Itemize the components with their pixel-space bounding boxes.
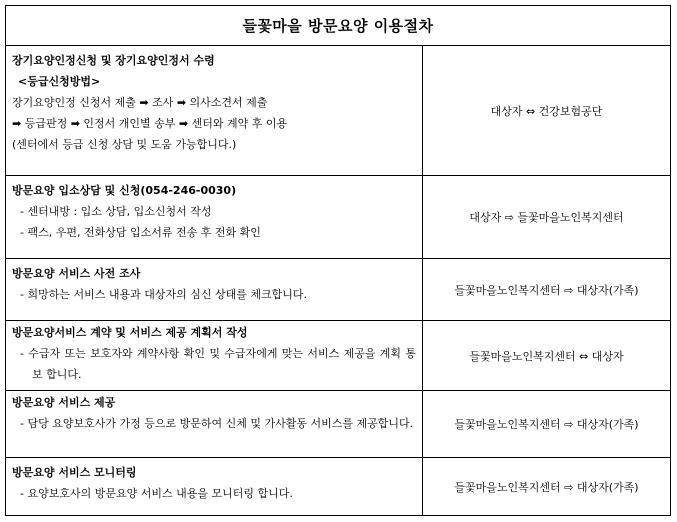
step-description — [6, 321, 423, 390]
step-line: - 담당 요양보호사가 가정 등으로 방문하여 신체 및 가사활동 서비스를 제공합니다. — [20, 417, 414, 430]
procedure-table — [5, 5, 671, 516]
table-row — [6, 458, 670, 515]
table-row — [6, 321, 670, 391]
step-direction: 대상자 ⇨ 들꽃마을노인복지센터 — [469, 211, 624, 224]
page-title: 들꽃마을 방문요양 이용절차 — [242, 17, 434, 35]
table-row — [6, 259, 670, 321]
step-heading: 방문요양 서비스 사전 조사 — [12, 267, 141, 280]
step-line: 장기요양인정 신청서 제출 ➡ 조사 ➡ 의사소견서 제출 — [12, 96, 268, 109]
step-line: ➡ 등급판정 ➡ 인정서 개인별 송부 ➡ 센터와 계약 후 이용 — [12, 117, 288, 130]
table-row — [6, 391, 670, 458]
step-description — [6, 458, 423, 515]
step-direction: 대상자 ⇔ 건강보험공단 — [490, 104, 603, 118]
title-row — [6, 6, 670, 46]
step-heading: 장기요양인정신청 및 장기요양인정서 수령 — [12, 54, 215, 67]
step-subheading: <등급신청방법> — [18, 75, 101, 88]
step-description — [6, 259, 423, 320]
step-direction: 들꽃마을노인복지센터 ⇨ 대상자(가족) — [454, 418, 639, 431]
step-line: - 요양보호사의 방문요양 서비스 내용을 모니터링 합니다. — [20, 487, 293, 500]
step-direction: 들꽃마을노인복지센터 ⇨ 대상자(가족) — [454, 283, 639, 297]
table-row — [6, 176, 670, 259]
step-line: - 희망하는 서비스 내용과 대상자의 심신 상태를 체크합니다. — [20, 288, 307, 301]
step-line: - 수급자 또는 보호자와 계약사항 확인 및 수급자에게 맞는 서비스 제공을 계획 통보 합니다. — [20, 347, 416, 381]
step-heading: 방문요양서비스 계약 및 서비스 제공 계획서 작성 — [12, 326, 248, 339]
table-row — [6, 46, 670, 176]
step-description — [6, 46, 423, 175]
step-heading: 방문요양 입소상담 및 신청(054-246-0030) — [12, 184, 237, 197]
step-line: - 센터내방 : 입소 상담, 입소신청서 작성 — [20, 205, 212, 218]
step-line: (센터에서 등급 신청 상담 및 도움 가능합니다.) — [12, 138, 237, 151]
step-direction: 들꽃마을노인복지센터 ⇔ 대상자 — [469, 349, 624, 363]
step-line: - 팩스, 우편, 전화상담 입소서류 전송 후 전화 확인 — [20, 226, 261, 239]
step-description — [6, 391, 423, 457]
step-heading: 방문요양 서비스 모니터링 — [12, 466, 137, 479]
step-description — [6, 176, 423, 258]
step-heading: 방문요양 서비스 제공 — [12, 396, 116, 409]
step-direction: 들꽃마을노인복지센터 ⇨ 대상자(가족) — [454, 480, 639, 494]
